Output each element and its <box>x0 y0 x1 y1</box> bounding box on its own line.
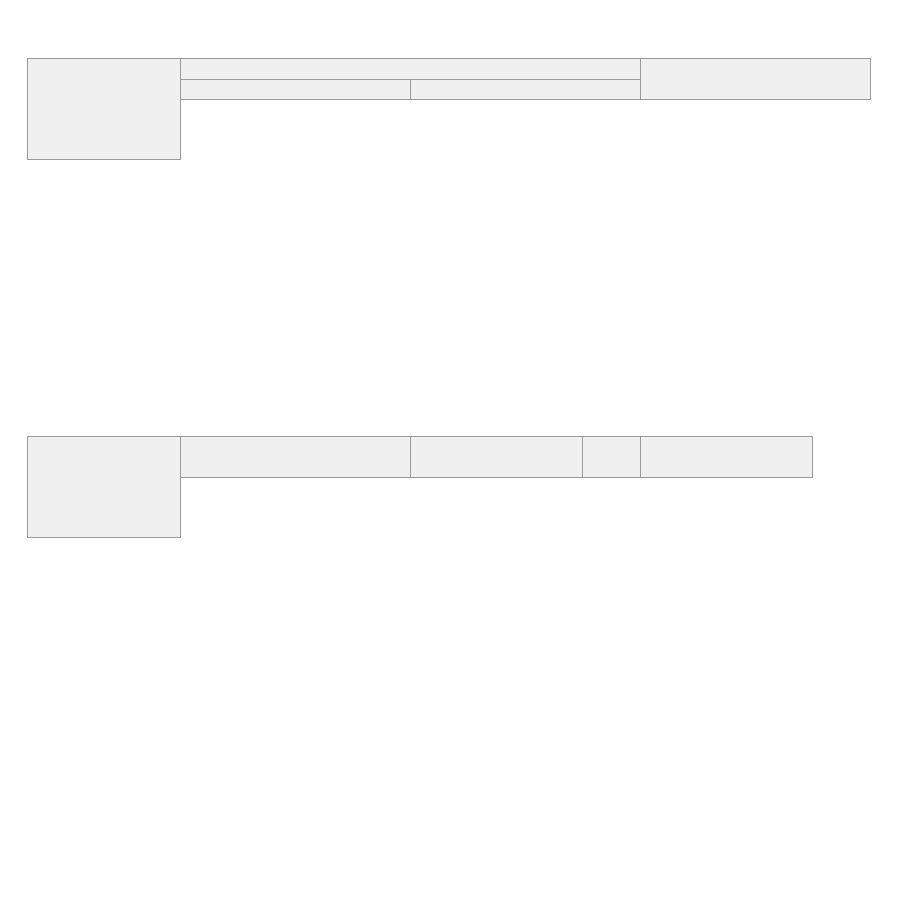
hinshu-header-2 <box>28 437 181 538</box>
group-anshin <box>641 437 813 478</box>
group-anzen <box>583 437 641 478</box>
function-table-smartphone <box>27 58 871 160</box>
hinshu-header <box>28 59 181 160</box>
group-smartphone <box>181 59 641 80</box>
group-kino <box>411 437 583 478</box>
group-tankino <box>181 437 411 478</box>
function-table-remocon <box>27 436 813 538</box>
group-remocon <box>641 59 871 100</box>
sub-lifeassist <box>411 80 641 100</box>
sub-mywindow <box>181 80 411 100</box>
